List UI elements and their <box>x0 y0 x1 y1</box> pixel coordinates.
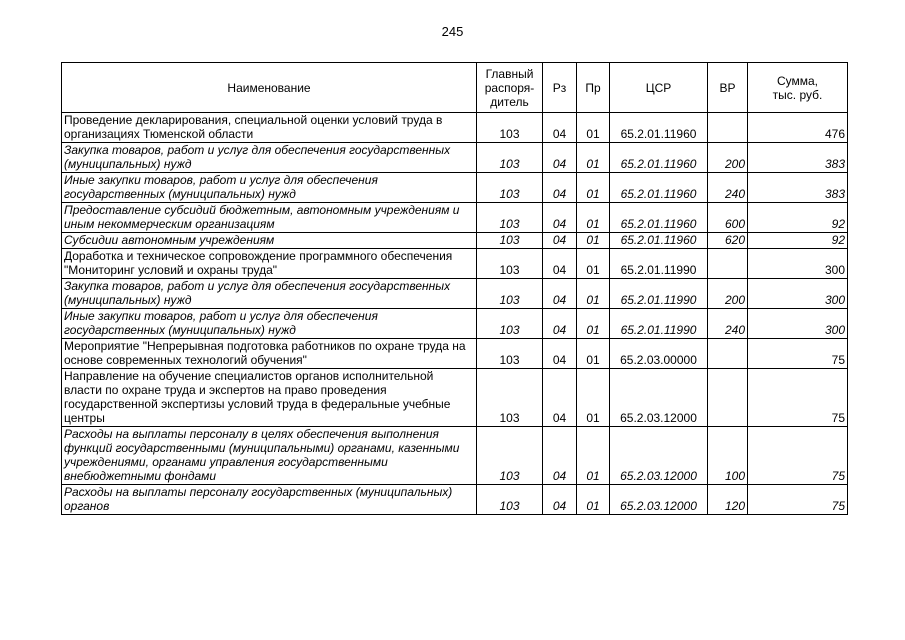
header-pr: Пр <box>577 63 610 113</box>
cell-name: Проведение декларирования, специальной оценки условий труда в организациях Тюменской области <box>62 113 477 143</box>
cell-vr: 240 <box>708 173 748 203</box>
cell-grs: 103 <box>477 485 543 515</box>
cell-name: Иные закупки товаров, работ и услуг для обеспечения государственных (муниципальных) нужд <box>62 309 477 339</box>
cell-grs: 103 <box>477 279 543 309</box>
cell-name: Расходы на выплаты персоналу в целях обеспечения выполнения функций государственными (муниципальными) органами, казенными учреждениями, органами управления государственными внебюджетными фондами <box>62 427 477 485</box>
cell-name: Мероприятие "Непрерывная подготовка работников по охране труда на основе современных технологий обучения" <box>62 339 477 369</box>
header-vr: ВР <box>708 63 748 113</box>
cell-vr <box>708 249 748 279</box>
cell-pr: 01 <box>577 173 610 203</box>
cell-pr: 01 <box>577 279 610 309</box>
cell-csr: 65.2.03.12000 <box>610 485 708 515</box>
cell-name: Иные закупки товаров, работ и услуг для обеспечения государственных (муниципальных) нужд <box>62 173 477 203</box>
cell-sum: 75 <box>748 369 848 427</box>
table-row <box>62 249 848 279</box>
cell-vr: 200 <box>708 143 748 173</box>
table-row <box>62 113 848 143</box>
cell-vr: 240 <box>708 309 748 339</box>
cell-name: Предоставление субсидий бюджетным, автономным учреждениям и иным некоммерческим организациям <box>62 203 477 233</box>
header-rz: Рз <box>543 63 577 113</box>
cell-sum: 300 <box>748 249 848 279</box>
cell-vr: 100 <box>708 427 748 485</box>
cell-rz: 04 <box>543 143 577 173</box>
cell-pr: 01 <box>577 249 610 279</box>
cell-csr: 65.2.01.11960 <box>610 233 708 249</box>
header-sum <box>748 63 848 113</box>
table-header <box>62 63 848 113</box>
cell-pr: 01 <box>577 309 610 339</box>
page-number: 245 <box>441 24 464 39</box>
header-grs <box>477 63 543 113</box>
cell-grs: 103 <box>477 309 543 339</box>
cell-vr: 620 <box>708 233 748 249</box>
cell-csr: 65.2.01.11990 <box>610 279 708 309</box>
cell-pr: 01 <box>577 113 610 143</box>
cell-grs: 103 <box>477 233 543 249</box>
cell-rz: 04 <box>543 309 577 339</box>
cell-rz: 04 <box>543 203 577 233</box>
cell-sum: 300 <box>748 309 848 339</box>
table-row <box>62 203 848 233</box>
cell-sum: 75 <box>748 339 848 369</box>
cell-pr: 01 <box>577 369 610 427</box>
cell-sum: 92 <box>748 233 848 249</box>
table-row <box>62 309 848 339</box>
cell-grs: 103 <box>477 173 543 203</box>
cell-rz: 04 <box>543 279 577 309</box>
header-sum-line: Сумма, <box>776 73 819 88</box>
cell-csr: 65.2.03.12000 <box>610 427 708 485</box>
cell-csr: 65.2.01.11960 <box>610 143 708 173</box>
table-row <box>62 427 848 485</box>
cell-csr: 65.2.01.11990 <box>610 309 708 339</box>
table-row <box>62 485 848 515</box>
table-row <box>62 173 848 203</box>
cell-vr: 120 <box>708 485 748 515</box>
header-sum-line: тыс. руб. <box>772 87 823 102</box>
cell-csr: 65.2.01.11960 <box>610 113 708 143</box>
cell-pr: 01 <box>577 427 610 485</box>
cell-csr: 65.2.03.12000 <box>610 369 708 427</box>
cell-vr <box>708 339 748 369</box>
cell-vr: 600 <box>708 203 748 233</box>
cell-rz: 04 <box>543 369 577 427</box>
cell-csr: 65.2.01.11960 <box>610 203 708 233</box>
cell-grs: 103 <box>477 203 543 233</box>
cell-grs: 103 <box>477 339 543 369</box>
cell-vr <box>708 113 748 143</box>
cell-csr: 65.2.03.00000 <box>610 339 708 369</box>
table-row <box>62 279 848 309</box>
cell-grs: 103 <box>477 143 543 173</box>
cell-sum: 476 <box>748 113 848 143</box>
table-row <box>62 143 848 173</box>
cell-pr: 01 <box>577 203 610 233</box>
cell-grs: 103 <box>477 369 543 427</box>
header-grs-line: распоря- <box>484 80 535 95</box>
header-grs-line: дитель <box>490 94 529 109</box>
cell-vr: 200 <box>708 279 748 309</box>
cell-sum: 75 <box>748 485 848 515</box>
cell-grs: 103 <box>477 113 543 143</box>
table-body <box>62 113 848 515</box>
cell-pr: 01 <box>577 233 610 249</box>
cell-rz: 04 <box>543 339 577 369</box>
cell-csr: 65.2.01.11960 <box>610 173 708 203</box>
header-csr: ЦСР <box>610 63 708 113</box>
cell-name: Субсидии автономным учреждениям <box>62 233 477 249</box>
cell-sum: 92 <box>748 203 848 233</box>
cell-vr <box>708 369 748 427</box>
cell-rz: 04 <box>543 233 577 249</box>
cell-csr: 65.2.01.11990 <box>610 249 708 279</box>
cell-name: Направление на обучение специалистов органов исполнительной власти по охране труда и экспертов на право проведения государственной экспертизы условий труда в федеральные учебные центры <box>62 369 477 427</box>
budget-table <box>61 62 848 515</box>
table-row <box>62 233 848 249</box>
cell-sum: 383 <box>748 143 848 173</box>
cell-rz: 04 <box>543 427 577 485</box>
cell-rz: 04 <box>543 485 577 515</box>
cell-pr: 01 <box>577 339 610 369</box>
cell-name: Доработка и техническое сопровождение программного обеспечения "Мониторинг условий и охраны труда" <box>62 249 477 279</box>
header-grs-line: Главный <box>485 66 534 81</box>
cell-name: Расходы на выплаты персоналу государственных (муниципальных) органов <box>62 485 477 515</box>
cell-pr: 01 <box>577 143 610 173</box>
cell-sum: 75 <box>748 427 848 485</box>
cell-grs: 103 <box>477 249 543 279</box>
cell-rz: 04 <box>543 113 577 143</box>
cell-pr: 01 <box>577 485 610 515</box>
cell-sum: 383 <box>748 173 848 203</box>
cell-name: Закупка товаров, работ и услуг для обеспечения государственных (муниципальных) нужд <box>62 279 477 309</box>
cell-rz: 04 <box>543 249 577 279</box>
table-row <box>62 339 848 369</box>
table-row <box>62 369 848 427</box>
cell-sum: 300 <box>748 279 848 309</box>
cell-rz: 04 <box>543 173 577 203</box>
cell-grs: 103 <box>477 427 543 485</box>
cell-name: Закупка товаров, работ и услуг для обеспечения государственных (муниципальных) нужд <box>62 143 477 173</box>
header-name: Наименование <box>62 63 477 113</box>
